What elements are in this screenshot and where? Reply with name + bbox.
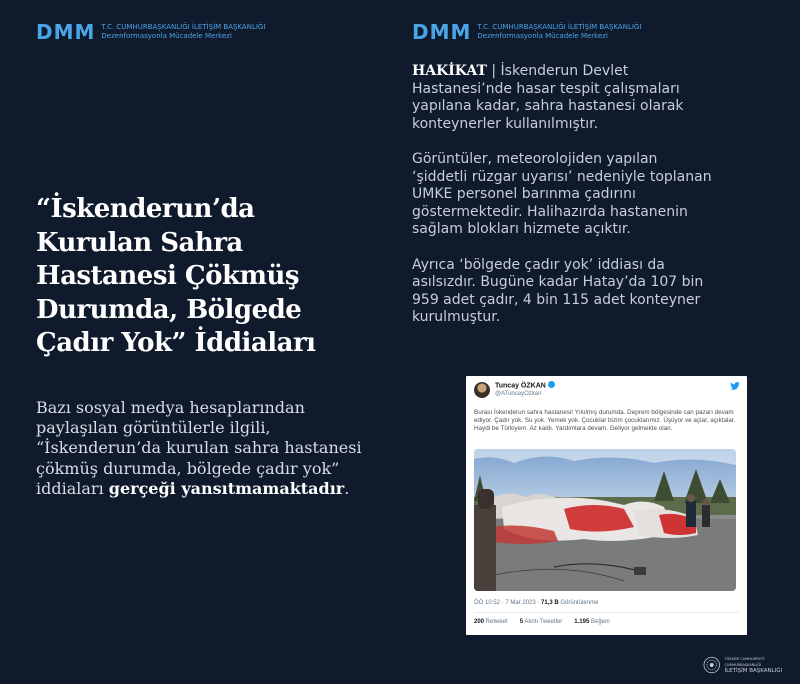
retweets-count: 200: [474, 619, 485, 625]
claim-text-main: Bazı sosyal medya hesaplarından paylaşılan görüntülerle ilgili, “İskenderun’da kurulan sahra hastanesi çökmüş durumda, bölgede çadır yok” iddiaları: [36, 398, 362, 498]
retweets-label: Retweet: [484, 619, 508, 625]
verified-badge-icon: [548, 381, 555, 388]
twitter-bird-icon: [730, 382, 740, 390]
iletisim-baskanligi-logo: [703, 656, 800, 674]
tweet-card: [466, 376, 747, 635]
tweet-author-handle: @ATuncayOzkan: [495, 391, 542, 397]
fact-block: [412, 63, 712, 345]
tweet-text: Burası İskenderun sahra hastanesi! Yıkılmış durumda. Deprem bölgesinde can pazarı devam ediyor. Çadır yok. Su yok. Yemek yok. Çocuklar bizim çocuklarımız. Üşüyor ve açlar, açıktalar. Haydi be Türkiyem. Az kaldı. Yardımlara devam. Geliyor gelmekte olan.: [474, 409, 736, 432]
fact-separator: |: [486, 63, 501, 79]
fact-paragraph-1: [412, 63, 712, 133]
dmm-logo-line1: T.C. CUMHURBAŞKANLIĞI İLETİŞİM BAŞKANLIĞI: [101, 23, 266, 31]
dmm-logo-left: [36, 22, 265, 42]
fact-paragraph-2: Görüntüler, meteorolojiden yapılan ‘şiddetli rüzgar uyarısı’ nedeniyle toplanan UMKE personel barınma çadırını göstermektedir. Halihazırda hastanenin sağlam blokları hizmete açıktır.: [412, 151, 712, 237]
dmm-logo-line2: Dezenformasyonla Mücadele Merkezi: [477, 32, 608, 40]
dmm-logo-subtitle: [101, 23, 265, 41]
tweet-views-count: 71,3 B: [541, 600, 559, 606]
dmm-logo-mark: DMM: [36, 20, 96, 44]
claim-title: “İskenderun’da Kurulan Sahra Hastanesi Çökmüş Durumda, Bölgede Çadır Yok” İddiaları: [36, 194, 316, 359]
quotes-count: 5: [519, 619, 524, 625]
footer-logo-line1: TÜRKİYE CUMHURİYETİ CUMHURBAŞKANLIĞI: [724, 657, 765, 667]
tweet-photo: [474, 449, 736, 591]
footer-logo-line2: İLETİŞİM BAŞKANLIĞI: [724, 668, 783, 674]
retweets-stat: [474, 619, 508, 625]
claim-text: [36, 398, 366, 499]
dmm-logo-right: [412, 22, 641, 42]
tweet-stats: [474, 619, 610, 625]
dmm-logo-mark: DMM: [412, 20, 472, 44]
dmm-logo-line1: T.C. CUMHURBAŞKANLIĞI İLETİŞİM BAŞKANLIĞI: [477, 23, 642, 31]
likes-count: 1.195: [574, 619, 590, 625]
likes-stat: [574, 619, 609, 625]
avatar: [474, 382, 490, 398]
footer-logo-text: [724, 656, 800, 674]
claim-text-end: .: [344, 478, 350, 498]
tweet-views-label: Görüntülenme: [558, 600, 599, 606]
claim-text-bold: gerçeği yansıtmamaktadır: [108, 478, 345, 498]
quotes-stat: [520, 619, 563, 625]
fact-text-1: İskenderun Devlet Hastanesi’nde hasar tespit çalışmaları yapılana kadar, sahra hastanesi olarak konteynerler kullanılmıştır.: [412, 63, 684, 132]
tweet-meta: [474, 600, 598, 606]
hakikat-label: HAKİKAT: [412, 63, 487, 79]
emblem-icon: [703, 656, 720, 674]
fact-paragraph-3: Ayrıca ‘bölgede çadır yok’ iddiası da asılsızdır. Bugüne kadar Hatay’da 107 bin 959 adet çadır, 4 bin 115 adet konteyner kurulmuştur.: [412, 256, 704, 325]
dmm-logo-subtitle: [477, 23, 641, 41]
quotes-label: Alıntı Tweetler: [523, 619, 563, 625]
tweet-author-name-text: Tuncay ÖZKAN: [495, 382, 546, 390]
likes-label: Beğeni: [589, 619, 610, 625]
tweet-time: ÖÖ 10:52 · 7 Mar 2023 ·: [474, 600, 542, 606]
tweet-author-name: [495, 382, 555, 389]
tweet-divider: [474, 612, 739, 613]
dmm-logo-line2: Dezenformasyonla Mücadele Merkezi: [101, 32, 232, 40]
